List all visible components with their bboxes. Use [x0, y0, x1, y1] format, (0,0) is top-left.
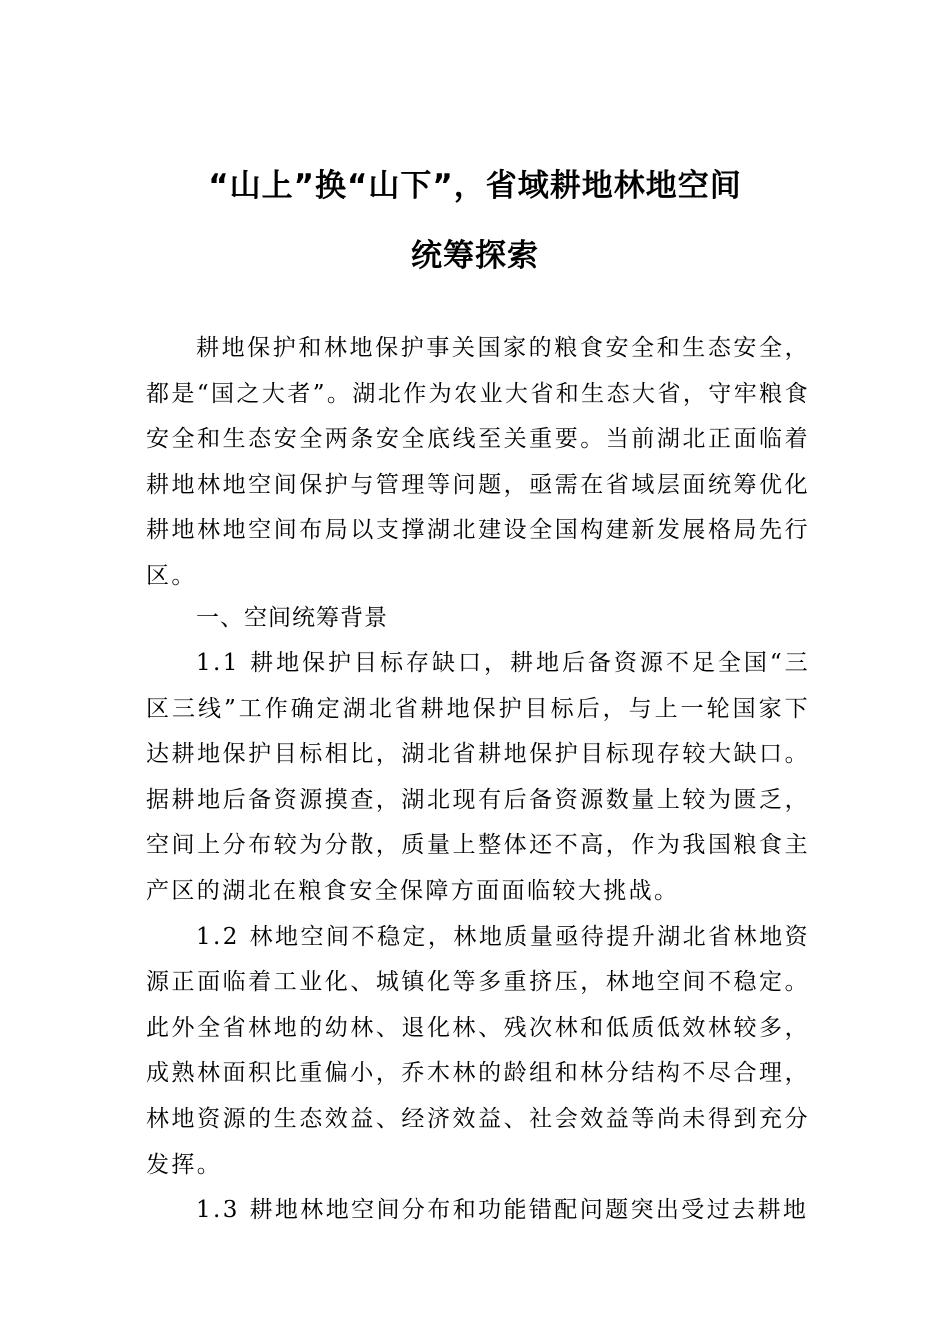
- intro-paragraph: 耕地保护和林地保护事关国家的粮食安全和生态安全，都是“国之大者”。湖北作为农业大省和生态大省，守牢粮食安全和生态安全两条安全底线至关重要。当前湖北正面临着耕地林地空间保护与管理等问题，亟需在省域层面统筹优化耕地林地空间布局以支撑湖北建设全国构建新发展格局先行区。: [146, 335, 810, 589]
- paragraph-1-1: 1.1 耕地保护目标存缺口，耕地后备资源不足全国“三区三线”工作确定湖北省耕地保护目标后，与上一轮国家下达耕地保护目标相比，湖北省耕地保护目标现存较大缺口。据耕地后备资源摸查，湖北现有后备资源数量上较为匮乏，空间上分布较为分散，质量上整体还不高，作为我国粮食主产区的湖北在粮食安全保障方面面临较大挑战。: [146, 650, 810, 904]
- section-heading-background: 一、空间统筹背景: [196, 605, 388, 631]
- section-1-body: [146, 641, 810, 1234]
- document-title-line-1: “山上”换“山下”，省域耕地林地空间: [208, 168, 742, 204]
- document-title-line-2: 统筹探索: [411, 238, 539, 274]
- paragraph-1-3: 1.3 耕地林地空间分布和功能错配问题突出受过去耕地: [196, 1197, 809, 1224]
- paragraph-1-2: 1.2 林地空间不稳定，林地质量亟待提升湖北省林地资源正面临着工业化、城镇化等多重挤压，林地空间不稳定。此外全省林地的幼林、退化林、残次林和低质低效林较多，成熟林面积比重偏小，乔木林的龄组和林分结构不尽合理，林地资源的生态效益、经济效益、社会效益等尚未得到充分发挥。: [146, 923, 810, 1178]
- intro-block: [146, 326, 810, 600]
